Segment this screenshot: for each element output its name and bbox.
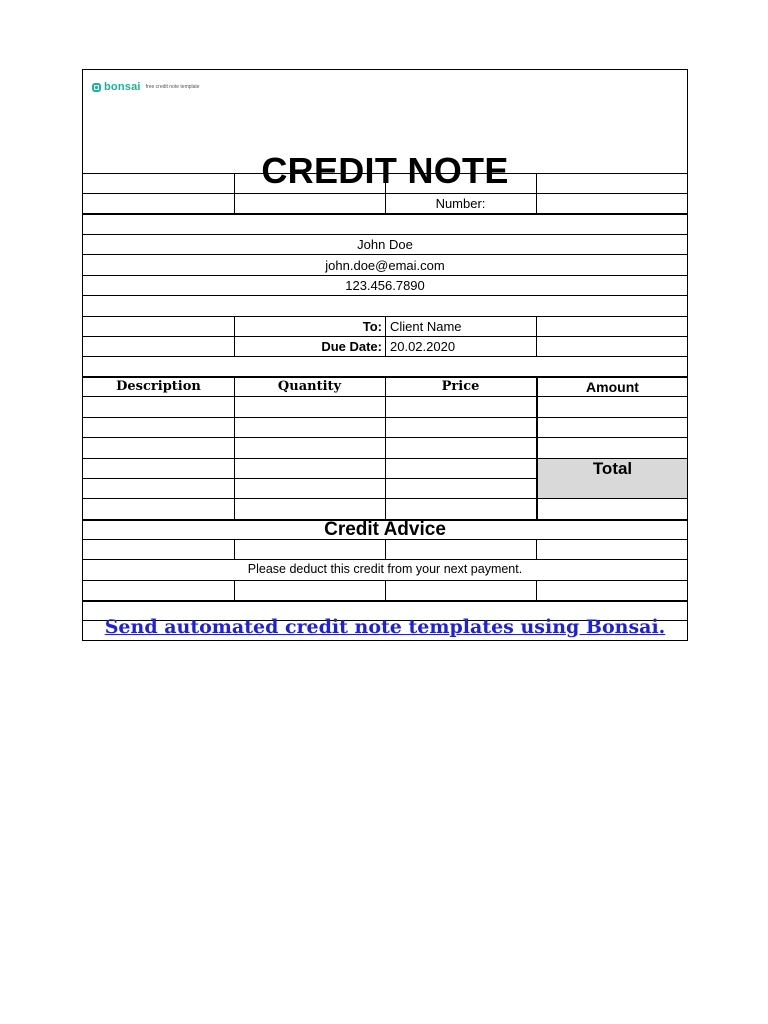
bonsai-logo-icon [92,83,101,92]
column-header-amount: Amount [586,378,639,395]
column-header-description: Description [116,379,201,394]
credit-note-sheet [82,69,688,641]
bonsai-logo [92,81,200,93]
sender-email: john.doe@emai.com [325,257,445,273]
total-label: Total [592,458,633,478]
number-value[interactable] [537,194,687,213]
number-label: Number: [435,196,486,211]
bonsai-promo-link[interactable]: Send automated credit note templates using Bonsai. [104,616,666,638]
sender-name: John Doe [357,236,413,252]
client-name-field[interactable]: Client Name [390,318,462,334]
column-header-price: Price [441,379,480,394]
brand-name: bonsai [104,81,141,93]
due-date-field[interactable]: 20.02.2020 [390,338,456,354]
to-label: To: [362,318,382,334]
credit-advice-text: Please deduct this credit from your next payment. [247,562,523,577]
column-header-quantity: Quantity [277,379,342,394]
sender-phone: 123.456.7890 [345,277,425,293]
credit-advice-heading: Credit Advice [324,518,446,540]
brand-tagline: free credit note template [145,84,200,90]
document-title: CREDIT NOTE [261,150,509,191]
due-date-label: Due Date: [321,338,382,354]
